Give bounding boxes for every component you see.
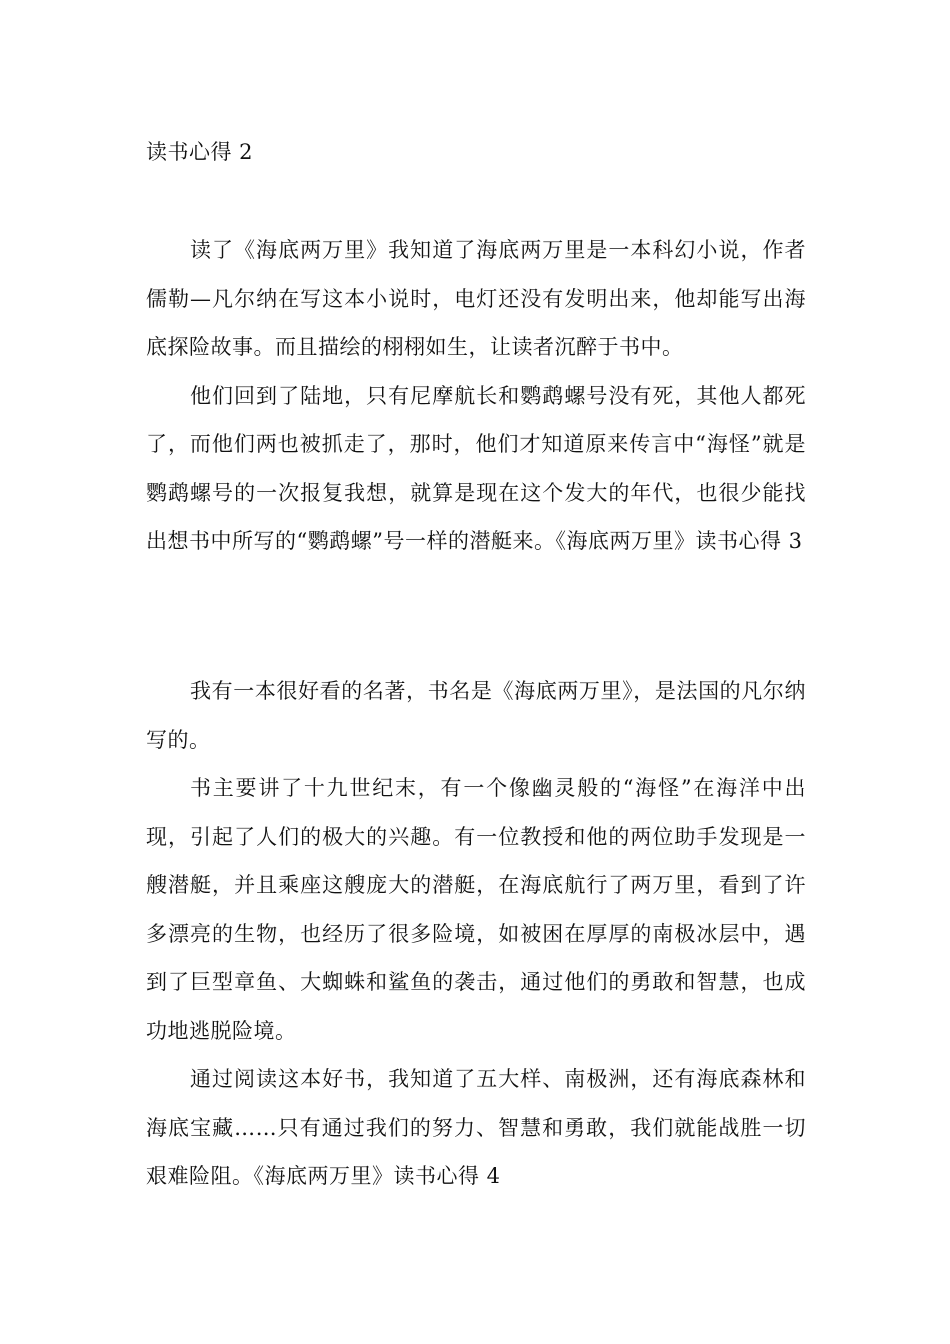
paragraph: 读了《海底两万里》我知道了海底两万里是一本科幻小说，作者儒勒—凡尔纳在写这本小说时，电灯还没有发明出来，他却能写出海底探险故事。而且描绘的栩栩如生，让读者沉醉于书中。 [146, 238, 806, 359]
paragraph: 我有一本很好看的名著，书名是《海底两万里》，是法国的凡尔纳写的。 [146, 679, 806, 752]
paragraph: 他们回到了陆地，只有尼摩航长和鹦鹉螺号没有死，其他人都死了，而他们两也被抓走了，那时，他们才知道原来传言中“海怪”就是鹦鹉螺号的一次报复我想，就算是现在这个发大的年代，也很少能找出想书中所写的“鹦鹉螺”号一样的潜艇来。《海底两万里》读书心得 3 [146, 383, 806, 553]
section-one-body [146, 226, 806, 566]
section-heading: 读书心得 2 [146, 140, 254, 164]
section-two-body [146, 667, 806, 1201]
paragraph: 通过阅读这本好书，我知道了五大样、南极洲，还有海底森林和海底宝藏……只有通过我们的努力、智慧和勇敢，我们就能战胜一切艰难险阻。《海底两万里》读书心得 4 [146, 1067, 806, 1188]
paragraph: 书主要讲了十九世纪末，有一个像幽灵般的“海怪”在海洋中出现，引起了人们的极大的兴趣。有一位教授和他的两位助手发现是一艘潜艇，并且乘座这艘庞大的潜艇，在海底航行了两万里，看到了许多漂亮的生物，也经历了很多险境，如被困在厚厚的南极冰层中，遇到了巨型章鱼、大蜘蛛和鲨鱼的袭击，通过他们的勇敢和智慧，也成功地逃脱险境。 [146, 776, 806, 1043]
